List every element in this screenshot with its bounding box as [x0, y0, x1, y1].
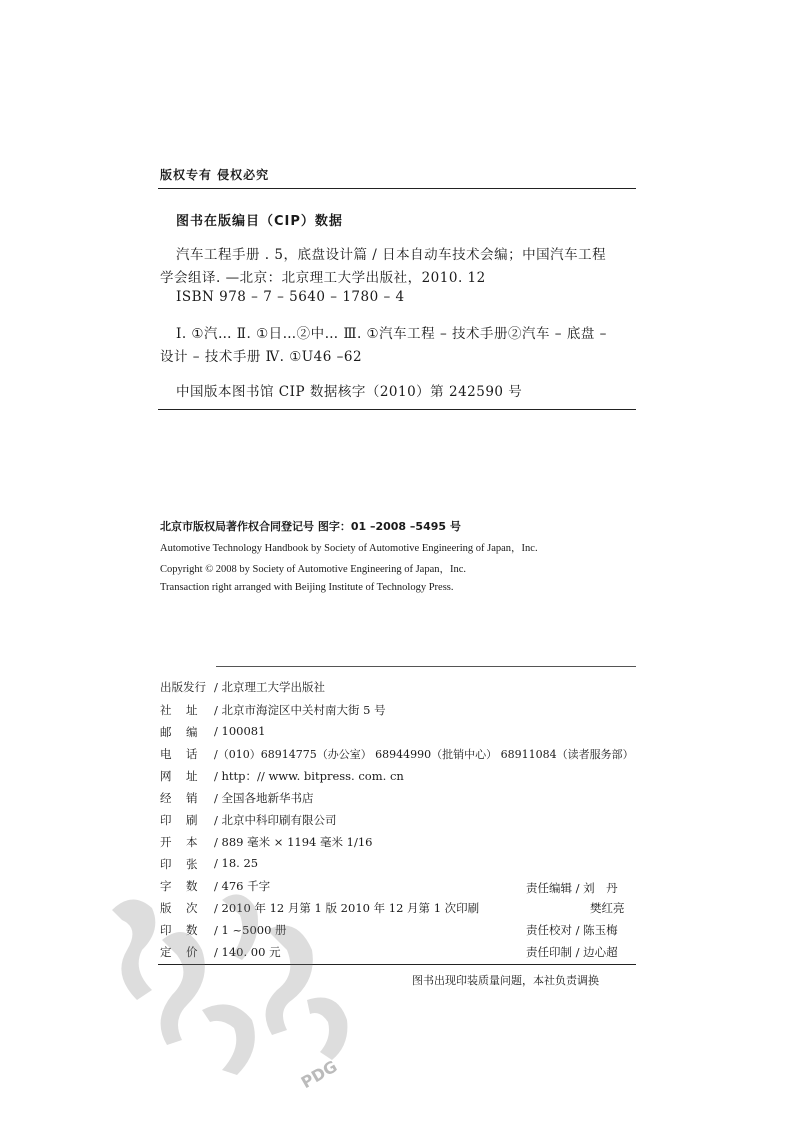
- top-rule: [158, 188, 636, 189]
- responsible-editor: 责任编辑 / 刘 丹: [526, 881, 618, 895]
- cip-line-2: 学会组译. —北京：北京理工大学出版社，2010. 12: [160, 270, 486, 286]
- row-value-phone: /（010）68914775（办公室） 68944990（批销中心） 68911084（读者服务部）: [214, 748, 634, 761]
- pdg-watermark: PDG: [297, 1056, 341, 1093]
- row-value-distributor: / 全国各地新华书店: [214, 791, 314, 805]
- cip-number: 中国版本图书馆 CIP 数据核字（2010）第 242590 号: [176, 384, 523, 400]
- row-value-website: / http：// www. bitpress. com. cn: [214, 769, 404, 783]
- publication-top-rule: [216, 666, 636, 667]
- row-value-wordcount: / 476 千字: [214, 879, 271, 893]
- cip-title: 图书在版编目（CIP）数据: [176, 214, 343, 229]
- row-value-printer: / 北京中科印刷有限公司: [214, 813, 337, 827]
- row-value-address: / 北京市海淀区中关村南大街 5 号: [214, 703, 386, 717]
- publisher-value: / 北京理工大学出版社: [214, 680, 326, 694]
- cip-class-line-1: Ⅰ. ①汽… Ⅱ. ①日…②中… Ⅲ. ①汽车工程 – 技术手册②汽车 – 底盘 –: [176, 326, 607, 342]
- row-value-format: / 889 毫米 × 1194 毫米 1/16: [214, 835, 373, 849]
- cip-isbn: ISBN 978 – 7 – 5640 – 1780 – 4: [176, 289, 405, 305]
- responsible-editor-2: 樊红亮: [590, 901, 625, 915]
- row-value-sheets: / 18. 25: [214, 856, 259, 870]
- responsible-proofreader: 责任校对 / 陈玉梅: [526, 923, 618, 937]
- row-value-print-run: / 1 ~5000 册: [214, 923, 287, 937]
- cip-line-1: 汽车工程手册 . 5，底盘设计篇 / 日本自动车技术会编；中国汽车工程: [176, 247, 607, 263]
- responsible-print-supervisor: 责任印制 / 边心超: [526, 945, 618, 959]
- copyright-page: 版权专有 侵权必究 图书在版编目（CIP）数据 汽车工程手册 . 5，底盘设计篇 / 日本自动车技术会编；中国汽车工程 学会组译. —北京：北京理工大学出版社，2010. 12 ISBN 978 – 7 – 5640 – 1780 – 4 Ⅰ. ①汽… Ⅱ. ①日…②中… Ⅲ. ①汽车工程 – 技术手册②汽车 – 底盘 – 设计 – 技术手册 Ⅳ. ①U46 –62 中国版本图书馆 CIP 数据核字（2010）第 242590 号 北京市版权局著作权合同登记号 图字：01 –2008 –5495 号 Automotive Technology Handbook by Society of Automotive Engineering of Japan，Inc. Copyright © 2008 by Society of Automotive Engineering of Japan，Inc. Transaction right arranged with Beijing Institute of Technology Press. 出版发行 / 北京理工大学出版社 社 址 / 北京市海淀区中关村南大街 5 号 邮 编 / 100081 电 话 /（010）68914775（办公室） 68944990（批销中心） 68911084（读者服务部） 网 址 / http：// www. bitpress. com. cn 经 销 / 全国各地新华书店 印 刷 / 北京中科印刷有限公司 开 本 / 889 毫米 × 1194 毫米 1/16 印 张 / 18. 25 字 数 / 476 千字 版 次 / 2010 年 12 月第 1 版 2010 年 12 月第 1 次印刷 印 数 / 1 ~5000 册 定 价 / 140. 00 元 责任编辑 / 刘 丹 樊红亮 责任校对 / 陈玉梅 责任印制 / 边心超 图书出现印装质量问题，本社负责调换 PDG: [0, 0, 786, 1141]
- cip-class-line-2: 设计 – 技术手册 Ⅳ. ①U46 –62: [160, 349, 363, 365]
- publisher-label: 出版发行: [160, 680, 206, 694]
- english-line-2: Copyright © 2008 by Society of Automotive Engineering of Japan，Inc.: [160, 564, 467, 575]
- english-line-3: Transaction right arranged with Beijing Institute of Technology Press.: [160, 582, 454, 593]
- quality-note: 图书出现印装质量问题，本社负责调换: [412, 974, 599, 987]
- english-line-1: Automotive Technology Handbook by Society of Automotive Engineering of Japan，Inc.: [160, 543, 538, 554]
- cip-bottom-rule: [158, 409, 636, 410]
- registration-line: 北京市版权局著作权合同登记号 图字：01 –2008 –5495 号: [160, 520, 461, 533]
- row-value-edition: / 2010 年 12 月第 1 版 2010 年 12 月第 1 次印刷: [214, 901, 480, 915]
- row-value-postcode: / 100081: [214, 724, 266, 738]
- row-value-price: / 140. 00 元: [214, 945, 281, 959]
- copyright-notice: 版权专有 侵权必究: [160, 168, 270, 182]
- bottom-rule: [158, 964, 636, 965]
